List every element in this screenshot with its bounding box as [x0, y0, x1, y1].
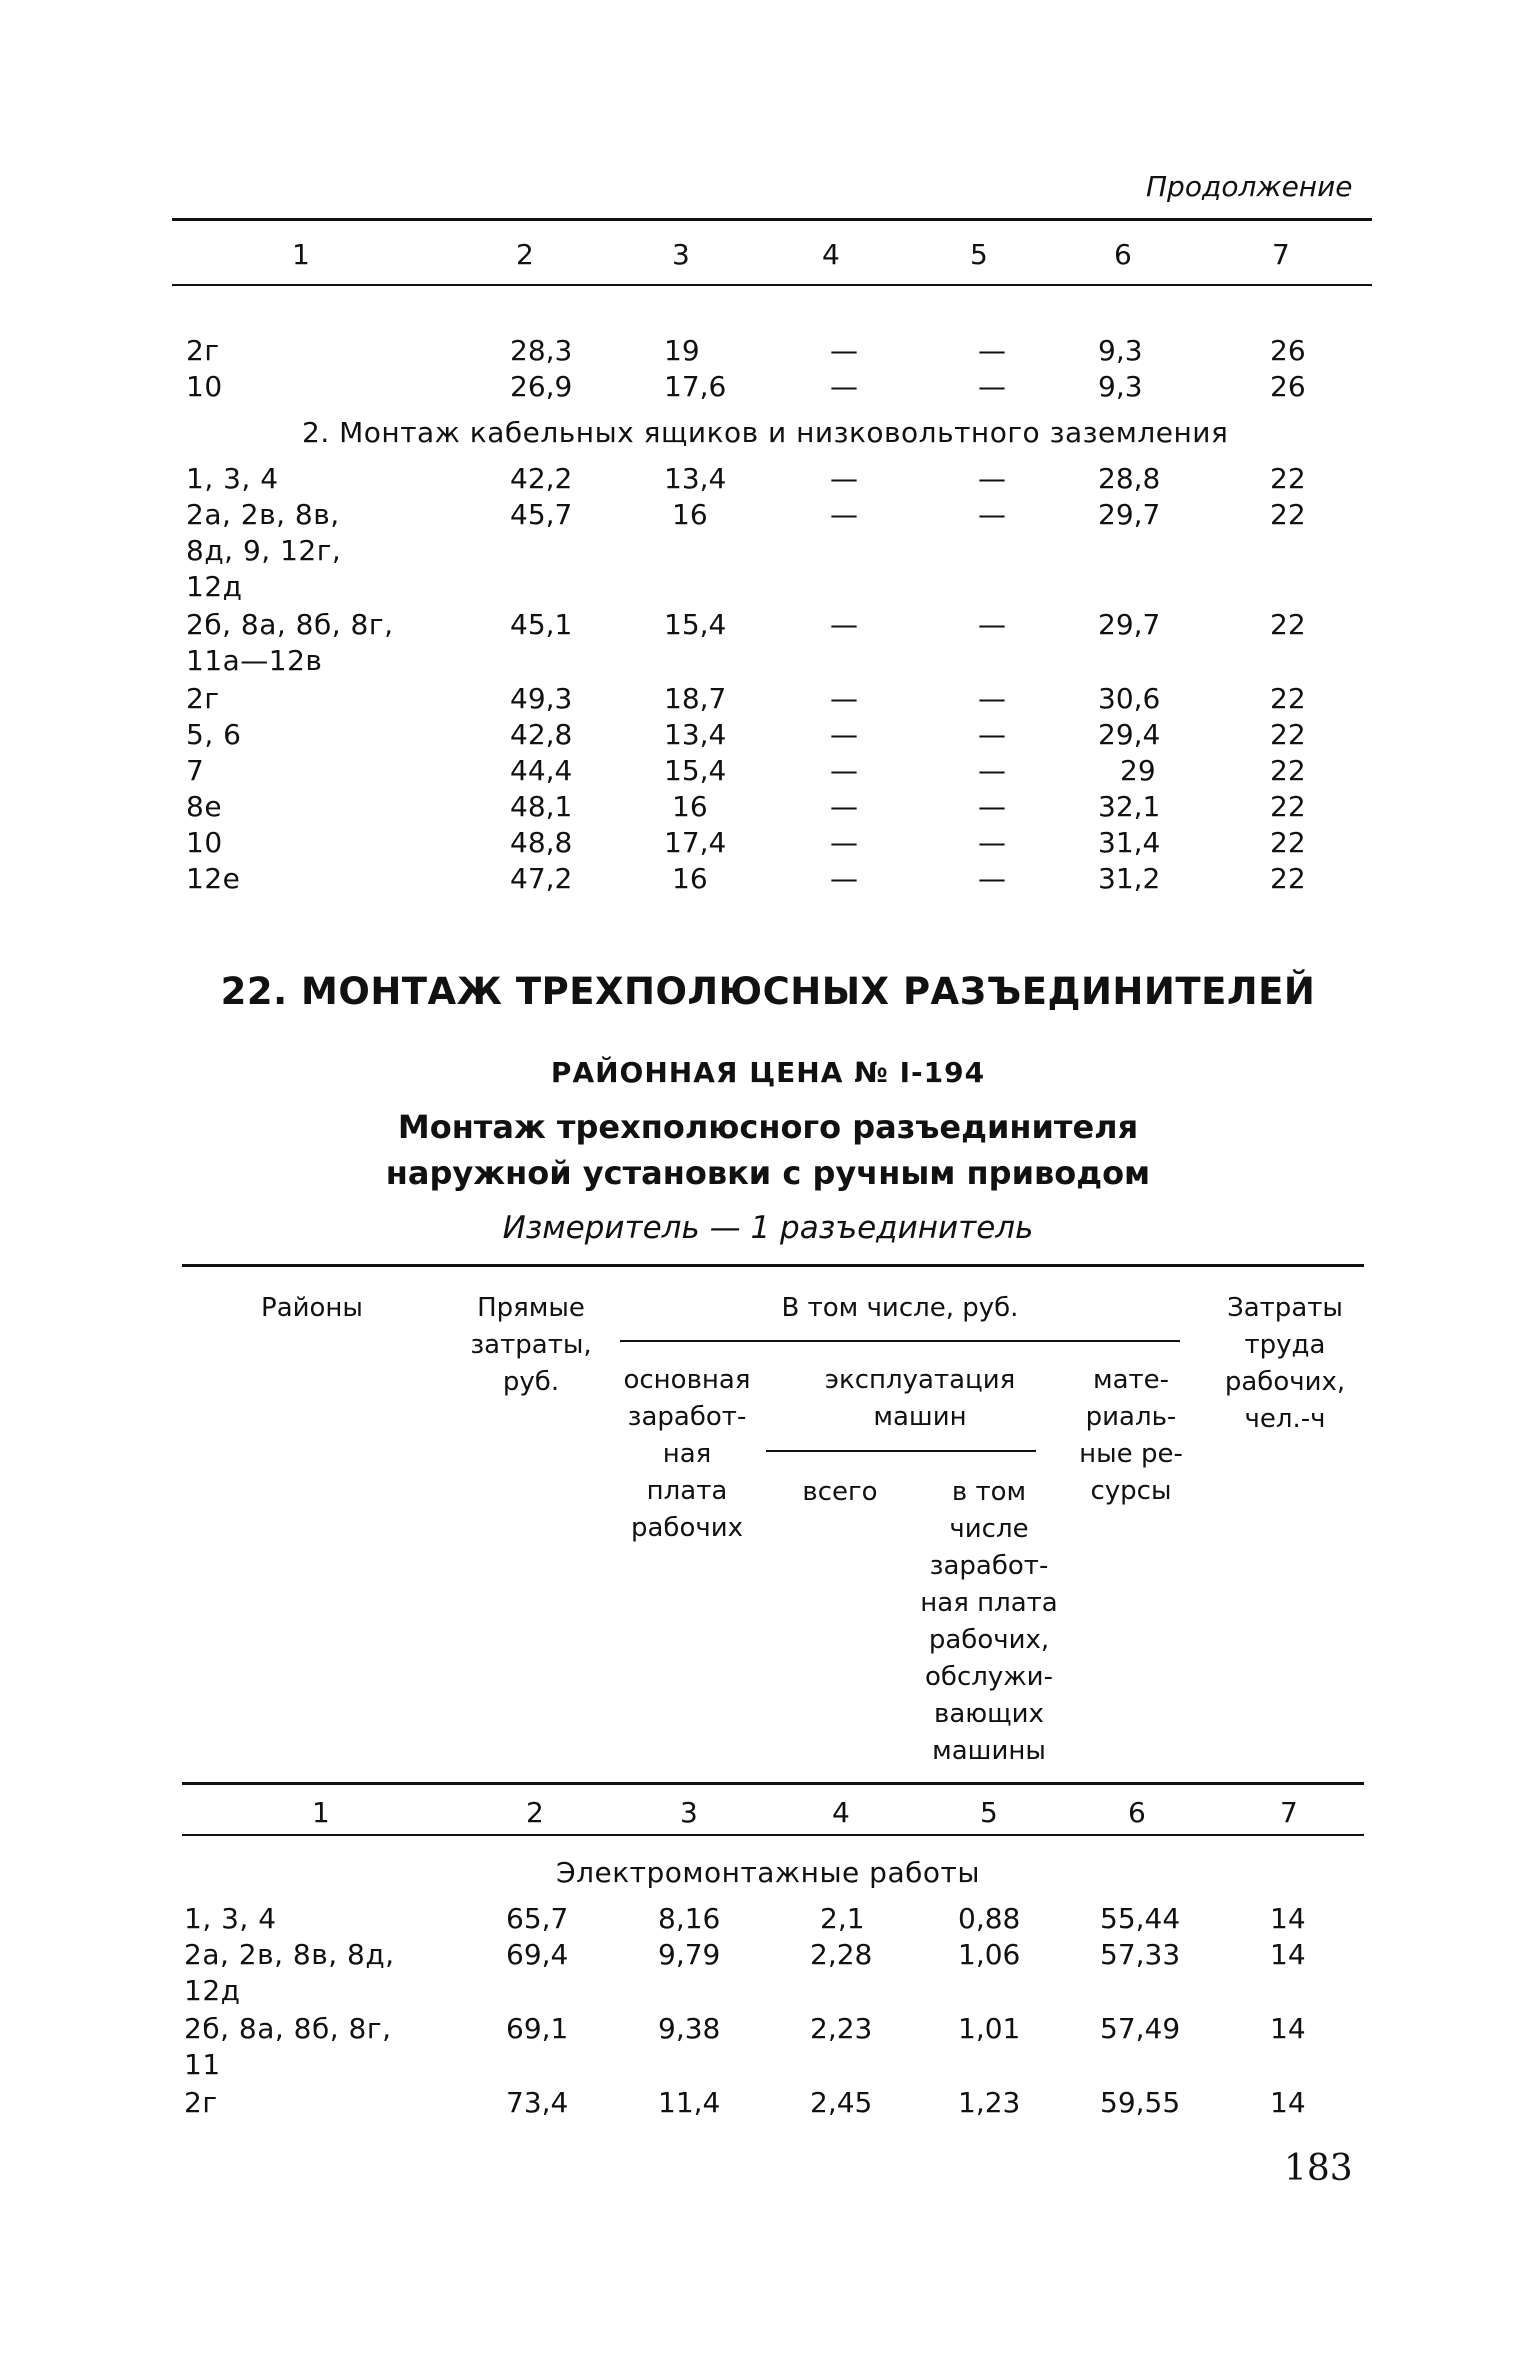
header-basic-wage: основная заработ- ная плата рабочих: [623, 1365, 751, 1543]
unit-of-measure: Измеритель — 1 разъединитель: [502, 1210, 1034, 1246]
subtitle-line-2: наружной установки с ручным приводом: [385, 1154, 1151, 1192]
table2-top-rule: [182, 1264, 1364, 1267]
table2-colnum-4: 4: [832, 1796, 851, 1829]
table1-cell: 13,4: [664, 462, 727, 495]
table1-region: 11а—12в: [186, 644, 323, 677]
section-heading: 22. МОНТАЖ ТРЕХПОЛЮСНЫХ РАЗЪЕДИНИТЕЛЕЙ: [220, 970, 1316, 1013]
table1-cell: —: [978, 718, 1006, 751]
table2-region: 2а, 2в, 8в, 8д,: [184, 1938, 395, 1971]
table1-cell: —: [978, 498, 1006, 531]
table2-colnum-rule: [182, 1834, 1364, 1836]
table1-region: 12д: [186, 570, 243, 603]
table1-cell: —: [978, 862, 1006, 895]
table1-region: 2г: [186, 334, 220, 367]
table1-region: 8е: [186, 790, 223, 823]
table1-cell: 29: [1120, 754, 1156, 787]
table1-top-rule: [172, 218, 1372, 221]
table2-cell: 57,49: [1100, 2012, 1181, 2045]
table1-cell: —: [978, 334, 1006, 367]
table2-region: 12д: [184, 1974, 241, 2007]
table1-cell: 31,4: [1098, 826, 1161, 859]
table1-cell: 22: [1270, 790, 1306, 823]
header-machine-operation: эксплуатация машин: [824, 1365, 1016, 1432]
table1-cell: 32,1: [1098, 790, 1161, 823]
header-direct-costs: Прямые затраты, руб.: [470, 1293, 592, 1397]
table1-region: 10: [186, 826, 223, 859]
page-number: 183: [1284, 2148, 1353, 2189]
table1-cell: —: [978, 682, 1006, 715]
table1-cell: —: [830, 334, 858, 367]
table1-cell: 29,4: [1098, 718, 1161, 751]
table1-cell: 22: [1270, 754, 1306, 787]
table2-cell: 14: [1270, 2012, 1306, 2045]
table1-cell: —: [830, 682, 858, 715]
table1-cell: 48,1: [510, 790, 573, 823]
table1-cell: —: [830, 718, 858, 751]
table2-colnum-5: 5: [980, 1796, 999, 1829]
table1-cell: 42,8: [510, 718, 573, 751]
table2-region: 1, 3, 4: [184, 1902, 277, 1935]
table1-cell: —: [978, 754, 1006, 787]
table1-cell: 13,4: [664, 718, 727, 751]
table2-cell: 1,23: [958, 2086, 1021, 2119]
table1-cell: 22: [1270, 608, 1306, 641]
table2-colnum-1: 1: [312, 1796, 331, 1829]
table1-cell: 17,4: [664, 826, 727, 859]
table1-cell: —: [978, 608, 1006, 641]
table2-region: 2г: [184, 2086, 218, 2119]
table1-cell: 22: [1270, 862, 1306, 895]
header-labor: Затраты труда рабочих, чел.-ч: [1224, 1293, 1346, 1434]
table1-colnum-6: 6: [1114, 238, 1133, 271]
table2-colnum-7: 7: [1280, 1796, 1299, 1829]
table1-section-title: 2. Монтаж кабельных ящиков и низковольтного заземления: [302, 416, 1229, 449]
table2-cell: 59,55: [1100, 2086, 1181, 2119]
table1-cell: 16: [672, 498, 708, 531]
table2-colnum-2: 2: [526, 1796, 545, 1829]
table1-cell: 44,4: [510, 754, 573, 787]
table2-cell: 65,7: [506, 1902, 569, 1935]
table1-region: 12е: [186, 862, 241, 895]
table1-region: 8д, 9, 12г,: [186, 534, 342, 567]
table2-header-rule: [182, 1782, 1364, 1785]
header-including-rule: [620, 1340, 1180, 1342]
table1-cell: 45,7: [510, 498, 573, 531]
table1-cell: —: [978, 790, 1006, 823]
table1-cell: —: [830, 862, 858, 895]
table1-cell: —: [830, 826, 858, 859]
table1-cell: —: [978, 370, 1006, 403]
table1-cell: 9,3: [1098, 370, 1143, 403]
header-total: всего: [802, 1477, 878, 1507]
table1-cell: 42,2: [510, 462, 573, 495]
table1-cell: 15,4: [664, 754, 727, 787]
table1-cell: 22: [1270, 498, 1306, 531]
table2-colnum-3: 3: [680, 1796, 699, 1829]
subtitle-line-1: Монтаж трехполюсного разъединителя: [397, 1108, 1139, 1146]
table1-cell: 29,7: [1098, 608, 1161, 641]
table2-cell: 55,44: [1100, 1902, 1181, 1935]
table2-cell: 2,28: [810, 1938, 873, 1971]
table2-cell: 2,23: [810, 2012, 873, 2045]
table1-cell: 47,2: [510, 862, 573, 895]
table1-cell: —: [830, 608, 858, 641]
header-regions: Районы: [261, 1293, 363, 1323]
table1-cell: —: [978, 826, 1006, 859]
table1-cell: 26: [1270, 334, 1306, 367]
header-machine-rule: [766, 1450, 1036, 1452]
table1-region: 2а, 2в, 8в,: [186, 498, 340, 531]
table1-region: 5, 6: [186, 718, 242, 751]
table1-region: 2б, 8а, 8б, 8г,: [186, 608, 394, 641]
table1-cell: 16: [672, 790, 708, 823]
table1-colnum-2: 2: [516, 238, 535, 271]
table1-colnum-1: 1: [292, 238, 311, 271]
table1-cell: 49,3: [510, 682, 573, 715]
table1-cell: 15,4: [664, 608, 727, 641]
table1-colnum-7: 7: [1272, 238, 1291, 271]
table1-colnum-5: 5: [970, 238, 989, 271]
table1-region: 7: [186, 754, 205, 787]
table1-cell: 29,7: [1098, 498, 1161, 531]
header-materials: мате- риаль- ные ре- сурсы: [1079, 1365, 1183, 1506]
table2-cell: 14: [1270, 2086, 1306, 2119]
table2-cell: 2,45: [810, 2086, 873, 2119]
table1-cell: —: [830, 790, 858, 823]
table2-cell: 14: [1270, 1938, 1306, 1971]
table2-cell: 2,1: [820, 1902, 865, 1935]
table1-cell: —: [830, 754, 858, 787]
table1-region: 1, 3, 4: [186, 462, 279, 495]
table1-header-rule: [172, 284, 1372, 286]
table1-cell: 48,8: [510, 826, 573, 859]
table1-colnum-3: 3: [672, 238, 691, 271]
price-number: РАЙОННАЯ ЦЕНА № I-194: [550, 1056, 986, 1089]
continuation-label: Продолжение: [1146, 170, 1353, 203]
table2-colnum-6: 6: [1128, 1796, 1147, 1829]
table1-cell: 22: [1270, 826, 1306, 859]
table1-cell: 22: [1270, 718, 1306, 751]
table1-colnum-4: 4: [822, 238, 841, 271]
table1-cell: 30,6: [1098, 682, 1161, 715]
table2-cell: 1,06: [958, 1938, 1021, 1971]
table2-cell: 69,1: [506, 2012, 569, 2045]
table2-cell: 8,16: [658, 1902, 721, 1935]
table2-cell: 1,01: [958, 2012, 1021, 2045]
table1-cell: 18,7: [664, 682, 727, 715]
table1-cell: 31,2: [1098, 862, 1161, 895]
table1-cell: 28,8: [1098, 462, 1161, 495]
table1-cell: 16: [672, 862, 708, 895]
table2-cell: 9,79: [658, 1938, 721, 1971]
table1-cell: 22: [1270, 462, 1306, 495]
header-machine-wage: в том числе заработ- ная плата рабочих, обслужи- вающих машины: [920, 1477, 1058, 1766]
table2-cell: 11,4: [658, 2086, 721, 2119]
table1-cell: 22: [1270, 682, 1306, 715]
table1-cell: 19: [664, 334, 700, 367]
table2-cell: 69,4: [506, 1938, 569, 1971]
table1-cell: 26: [1270, 370, 1306, 403]
table2-cell: 0,88: [958, 1902, 1021, 1935]
table2-cell: 73,4: [506, 2086, 569, 2119]
table1-cell: —: [830, 462, 858, 495]
table1-cell: —: [978, 462, 1006, 495]
table1-cell: —: [830, 370, 858, 403]
header-including: В том числе, руб.: [781, 1293, 1019, 1323]
table2-region: 2б, 8а, 8б, 8г,: [184, 2012, 392, 2045]
table1-region: 2г: [186, 682, 220, 715]
table1-region: 10: [186, 370, 223, 403]
table1-cell: 17,6: [664, 370, 727, 403]
table1-cell: 9,3: [1098, 334, 1143, 367]
table1-cell: —: [830, 498, 858, 531]
table1-cell: 28,3: [510, 334, 573, 367]
table2-region: 11: [184, 2048, 221, 2081]
table1-cell: 26,9: [510, 370, 573, 403]
table2-cell: 9,38: [658, 2012, 721, 2045]
table2-cell: 57,33: [1100, 1938, 1181, 1971]
table2-section-title: Электромонтажные работы: [556, 1856, 980, 1889]
table2-cell: 14: [1270, 1902, 1306, 1935]
table1-cell: 45,1: [510, 608, 573, 641]
